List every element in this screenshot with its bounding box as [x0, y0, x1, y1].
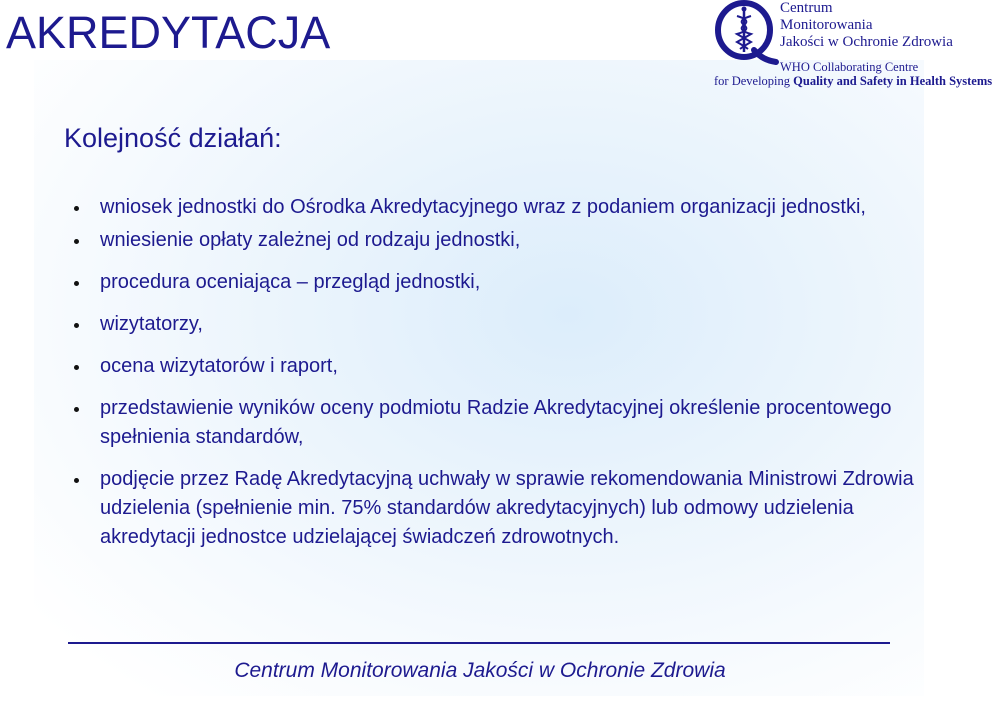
list-item — [72, 226, 932, 255]
list-item — [72, 193, 932, 222]
list-item — [72, 310, 932, 339]
bullet-icon — [74, 365, 79, 370]
list-item — [72, 268, 932, 297]
list-item-text: procedura oceniająca – przegląd jednostki, — [100, 271, 481, 293]
logo-tagline-prefix: for Developing — [714, 74, 794, 88]
bullet-icon — [74, 281, 79, 286]
logo-tagline — [714, 74, 992, 88]
logo-wordmark — [780, 0, 953, 51]
list-item — [72, 465, 932, 552]
logo-line: Monitorowania — [780, 17, 873, 33]
logo-tagline-bold: Quality and Safety in Health Systems — [793, 74, 992, 88]
bullet-icon — [74, 407, 79, 412]
footer-divider — [68, 642, 890, 644]
list-item-text: podjęcie przez Radę Akredytacyjną uchwały w sprawie rekomendowania Ministrowi Zdrowia udzielenia (spełnienie min. 75% standardów akredytacyjnych) lub odmowy udzielenia akredytacji jednostce udzielającej świadczeń zdrowotnych. — [100, 468, 914, 548]
section-heading: Kolejność działań: — [64, 123, 282, 153]
logo-line: Jakości w Ochronie Zdrowia — [780, 34, 953, 50]
logo-line: Centrum — [780, 0, 833, 16]
footer-text: Centrum Monitorowania Jakości w Ochronie Zdrowia — [234, 659, 726, 682]
organization-logo — [706, 0, 992, 90]
list-item — [72, 352, 932, 381]
logo-collaboration-text — [714, 60, 992, 88]
list-item-text: przedstawienie wyników oceny podmiotu Radzie Akredytacyjnej określenie procentowego spełnienia standardów, — [100, 397, 892, 448]
bullet-icon — [74, 206, 79, 211]
list-item-text: ocena wizytatorów i raport, — [100, 355, 338, 377]
list-item-text: wniesienie opłaty zależnej od rodzaju jednostki, — [100, 229, 521, 251]
list-item-text: wizytatorzy, — [100, 313, 203, 335]
bullet-icon — [74, 239, 79, 244]
list-item — [72, 394, 932, 452]
steps-list — [72, 193, 932, 552]
list-item-text: wniosek jednostki do Ośrodka Akredytacyjnego wraz z podaniem organizacji jednostki, — [100, 196, 866, 218]
bullet-icon — [74, 478, 79, 483]
bullet-icon — [74, 323, 79, 328]
page-title: AKREDYTACJA — [6, 7, 331, 58]
logo-collab-line: WHO Collaborating Centre — [780, 60, 919, 74]
